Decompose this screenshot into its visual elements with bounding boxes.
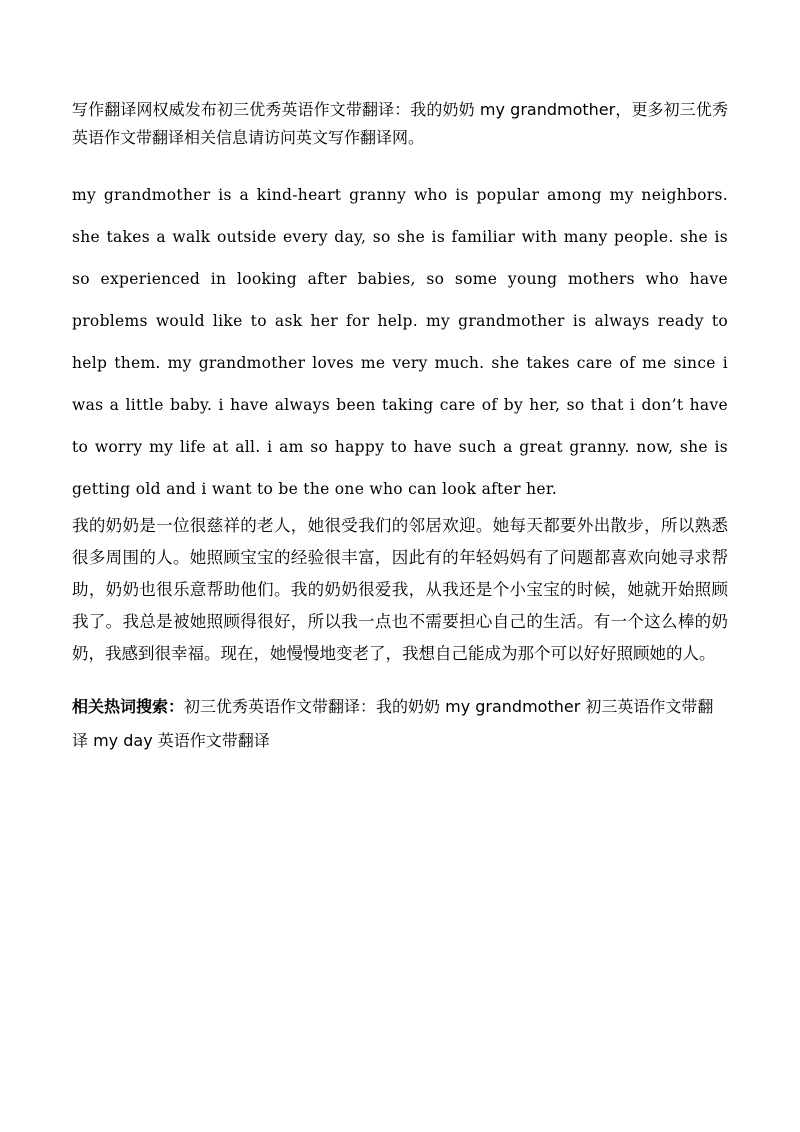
related-keywords bbox=[72, 690, 728, 758]
related-keywords-label: 相关热词搜索： bbox=[72, 697, 185, 716]
related-keywords-links[interactable]: 初三优秀英语作文带翻译：我的奶奶 my grandmother 初三英语作文带翻译 my day 英语作文带翻译 bbox=[72, 697, 714, 750]
document-page bbox=[72, 96, 728, 758]
english-essay: my grandmother is a kind-heart granny who is popular among my neighbors. she takes a walk outside every day, so she is familiar with many people. she is so experienced in looking after babies, so some young mothers who have problems would like to ask her for help. my grandmother is always ready to help them. my grandmother loves me very much. she takes care of me since i was a little baby. i have always been taking care of by her, so that i don’t have to worry my life at all. i am so happy to have such a great granny. now, she is getting old and i want to be the one who can look after her. bbox=[72, 186, 728, 498]
chinese-translation: 我的奶奶是一位很慈祥的老人，她很受我们的邻居欢迎。她每天都要外出散步，所以熟悉很多周围的人。她照顾宝宝的经验很丰富，因此有的年轻妈妈有了问题都喜欢向她寻求帮助，奶奶也很乐意帮助他们。我的奶奶很爱我，从我还是个小宝宝的时候，她就开始照顾我了。我总是被她照顾得很好，所以我一点也不需要担心自己的生活。有一个这么棒的奶奶，我感到很幸福。现在，她慢慢地变老了，我想自己能成为那个可以好好照顾她的人。 bbox=[72, 516, 728, 663]
intro-paragraph: 写作翻译网权威发布初三优秀英语作文带翻译：我的奶奶 my grandmother，更多初三优秀英语作文带翻译相关信息请访问英文写作翻译网。 bbox=[72, 100, 728, 147]
